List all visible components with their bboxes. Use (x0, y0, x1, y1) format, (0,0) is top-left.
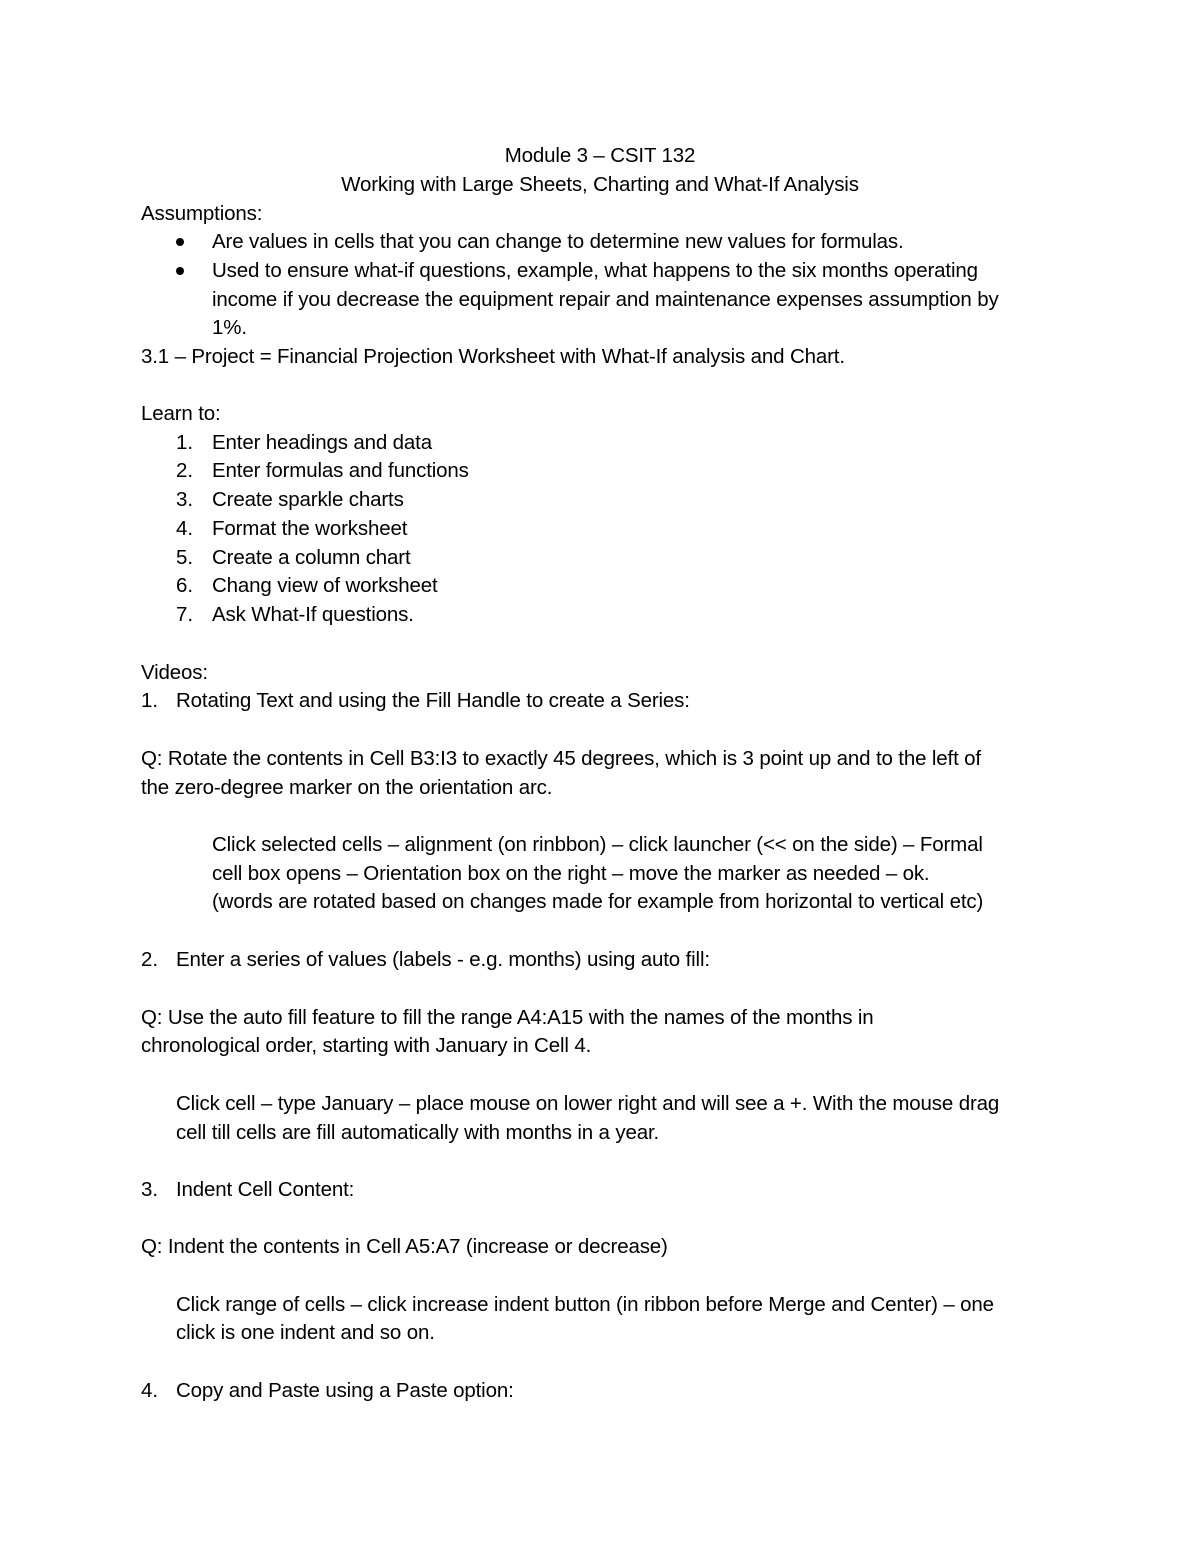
videos-heading: Videos: (141, 661, 208, 684)
assumption-bullet-2-line-3: 1%. (212, 316, 247, 339)
video-2-answer-line-1: Click cell – type January – place mouse on lower right and will see a +. With the mouse drag (176, 1092, 1000, 1115)
list-number: 6. (176, 574, 194, 597)
learn-item: Enter headings and data (212, 431, 432, 454)
list-number: 1. (141, 689, 159, 712)
video-4-title: Copy and Paste using a Paste option: (176, 1379, 514, 1402)
learn-item: Format the worksheet (212, 517, 408, 540)
learn-item: Create sparkle charts (212, 488, 404, 511)
learn-item: Ask What-If questions. (212, 603, 414, 626)
video-2-title: Enter a series of values (labels - e.g. months) using auto fill: (176, 948, 710, 971)
assumption-bullet-2-line-2: income if you decrease the equipment repair and maintenance expenses assumption by (212, 288, 999, 311)
video-3-answer-line-2: click is one indent and so on. (176, 1321, 435, 1344)
assumptions-heading: Assumptions: (141, 202, 263, 225)
list-number: 2. (141, 948, 159, 971)
video-1-question-line-1: Q: Rotate the contents in Cell B3:I3 to exactly 45 degrees, which is 3 point up and to the left of (141, 747, 981, 770)
list-number: 3. (141, 1178, 159, 1201)
assumption-bullet-2-line-1: Used to ensure what-if questions, example, what happens to the six months operating (212, 259, 978, 282)
video-2-answer-line-2: cell till cells are fill automatically with months in a year. (176, 1121, 660, 1144)
document-title: Module 3 – CSIT 132 (504, 144, 696, 167)
project-line: 3.1 – Project = Financial Projection Worksheet with What-If analysis and Chart. (141, 345, 845, 368)
list-number: 4. (176, 517, 194, 540)
video-2-question-line-2: chronological order, starting with January in Cell 4. (141, 1034, 592, 1057)
assumption-bullet-1: Are values in cells that you can change to determine new values for formulas. (212, 230, 904, 253)
video-1-answer-line-1: Click selected cells – alignment (on rinbbon) – click launcher (<< on the side) – Formal (212, 833, 983, 856)
learn-item: Create a column chart (212, 546, 411, 569)
document-subtitle: Working with Large Sheets, Charting and What-If Analysis (341, 173, 859, 196)
video-1-question-line-2: the zero-degree marker on the orientation arc. (141, 776, 553, 799)
video-3-answer-line-1: Click range of cells – click increase indent button (in ribbon before Merge and Center) – one (176, 1293, 994, 1316)
video-1-answer-line-3: (words are rotated based on changes made for example from horizontal to vertical etc) (212, 890, 984, 913)
video-3-title: Indent Cell Content: (176, 1178, 355, 1201)
video-2-question-line-1: Q: Use the auto fill feature to fill the range A4:A15 with the names of the months in (141, 1006, 874, 1029)
video-1-answer-line-2: cell box opens – Orientation box on the right – move the marker as needed – ok. (212, 862, 930, 885)
video-3-question-line-1: Q: Indent the contents in Cell A5:A7 (increase or decrease) (141, 1235, 668, 1258)
list-number: 5. (176, 546, 194, 569)
list-number: 2. (176, 459, 194, 482)
video-1-title: Rotating Text and using the Fill Handle to create a Series: (176, 689, 690, 712)
list-number: 1. (176, 431, 194, 454)
list-number: 7. (176, 603, 194, 626)
learn-heading: Learn to: (141, 402, 221, 425)
learn-item: Chang view of worksheet (212, 574, 438, 597)
list-number: 3. (176, 488, 194, 511)
bullet-icon (176, 238, 184, 246)
bullet-icon (176, 267, 184, 275)
list-number: 4. (141, 1379, 159, 1402)
learn-item: Enter formulas and functions (212, 459, 469, 482)
